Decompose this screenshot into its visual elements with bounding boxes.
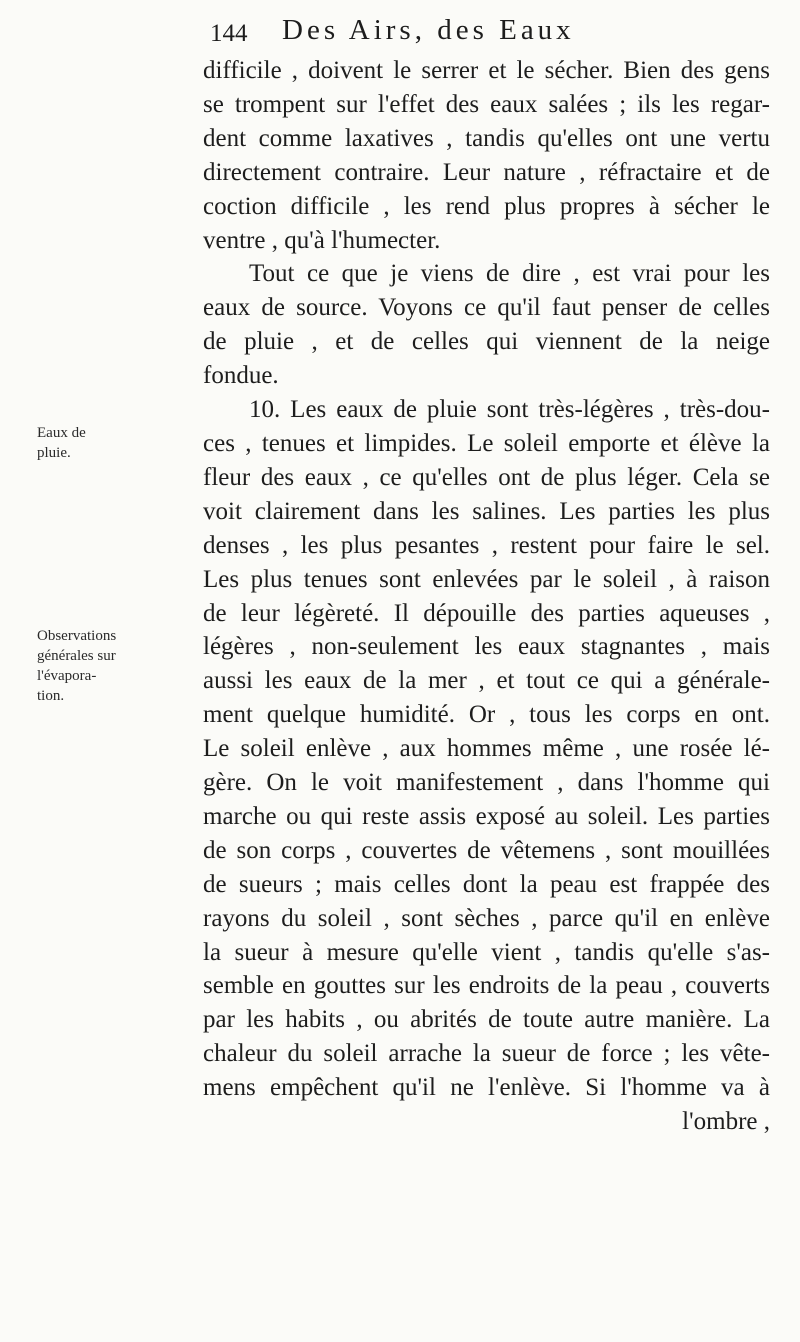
margin-note-line: tion. bbox=[37, 688, 65, 704]
margin-note-line: Observations bbox=[37, 628, 117, 644]
text-line: la sueur à mesure qu'elle vient , tandis qu'elle s'as- bbox=[203, 938, 770, 966]
text-line: fleur des eaux , ce qu'elles ont de plus léger. Cela se bbox=[203, 463, 770, 491]
page-number: 144 bbox=[210, 20, 248, 47]
text-line: dent comme laxatives , tandis qu'elles ont une vertu bbox=[203, 124, 770, 152]
text-line: ment quelque humidité. Or , tous les corps en ont. bbox=[203, 701, 770, 729]
text-line: denses , les plus pesantes , restent pour faire le sel. bbox=[203, 531, 770, 559]
running-head: Des Airs, des Eaux bbox=[282, 14, 575, 46]
text-line: de son corps , couvertes de vêtemens , sont mouillées bbox=[203, 836, 770, 864]
text-line: marche ou qui reste assis exposé au soleil. Les parties bbox=[203, 802, 770, 830]
text-line: Tout ce que je viens de dire , est vrai pour les bbox=[249, 260, 770, 288]
text-line: 10. Les eaux de pluie sont très-légères , très-dou- bbox=[249, 396, 770, 424]
text-line: de leur légèreté. Il dépouille des parties aqueuses , bbox=[203, 599, 770, 627]
text-line: Les plus tenues sont enlevées par le soleil , à raison bbox=[203, 565, 770, 593]
text-line: gère. On le voit manifestement , dans l'homme qui bbox=[203, 769, 770, 797]
margin-note-evaporation bbox=[37, 626, 157, 706]
text-line: rayons du soleil , sont sèches , parce qu'il en enlève bbox=[203, 904, 770, 932]
text-line: de sueurs ; mais celles dont la peau est frappée des bbox=[203, 870, 770, 898]
text-line: difficile , doivent le serrer et le sécher. Bien des gens bbox=[203, 57, 770, 84]
text-line: directement contraire. Leur nature , réfractaire et de bbox=[203, 158, 770, 186]
text-line: coction difficile , les rend plus propres à sécher le bbox=[203, 192, 770, 220]
text-line: ventre , qu'à l'humecter. bbox=[203, 226, 441, 254]
text-line: ces , tenues et limpides. Le soleil emporte et élève la bbox=[203, 429, 770, 457]
text-line: chaleur du soleil arrache la sueur de force ; les vête- bbox=[203, 1040, 770, 1068]
text-line: semble en gouttes sur les endroits de la peau , couverts bbox=[203, 972, 770, 1000]
text-line: de pluie , et de celles qui viennent de la neige bbox=[203, 328, 770, 356]
text-line: fondue. bbox=[203, 362, 279, 390]
text-line: eaux de source. Voyons ce qu'il faut penser de celles bbox=[203, 294, 770, 322]
text-line: légères , non-seulement les eaux stagnantes , mais bbox=[203, 633, 770, 661]
text-line: mens empêchent qu'il ne l'enlève. Si l'homme va à bbox=[203, 1074, 770, 1102]
margin-note-line: générales sur bbox=[37, 648, 116, 664]
text-line: Le soleil enlève , aux hommes même , une rosée lé- bbox=[203, 735, 770, 763]
body-text bbox=[203, 54, 770, 1139]
page-header bbox=[210, 14, 750, 48]
margin-note-line: Eaux de bbox=[37, 425, 86, 441]
text-line: par les habits , ou abrités de toute autre manière. La bbox=[203, 1006, 770, 1034]
margin-note-line: pluie. bbox=[37, 445, 71, 461]
text-line: voit clairement dans les salines. Les parties les plus bbox=[203, 497, 770, 525]
margin-note-line: l'évapora- bbox=[37, 668, 97, 684]
margin-note-rain-water bbox=[37, 423, 157, 463]
catchword-line: l'ombre , bbox=[682, 1108, 770, 1136]
text-line: se trompent sur l'effet des eaux salées ; ils les regar- bbox=[203, 90, 770, 118]
text-line: aussi les eaux de la mer , et tout ce qui a générale- bbox=[203, 667, 770, 695]
